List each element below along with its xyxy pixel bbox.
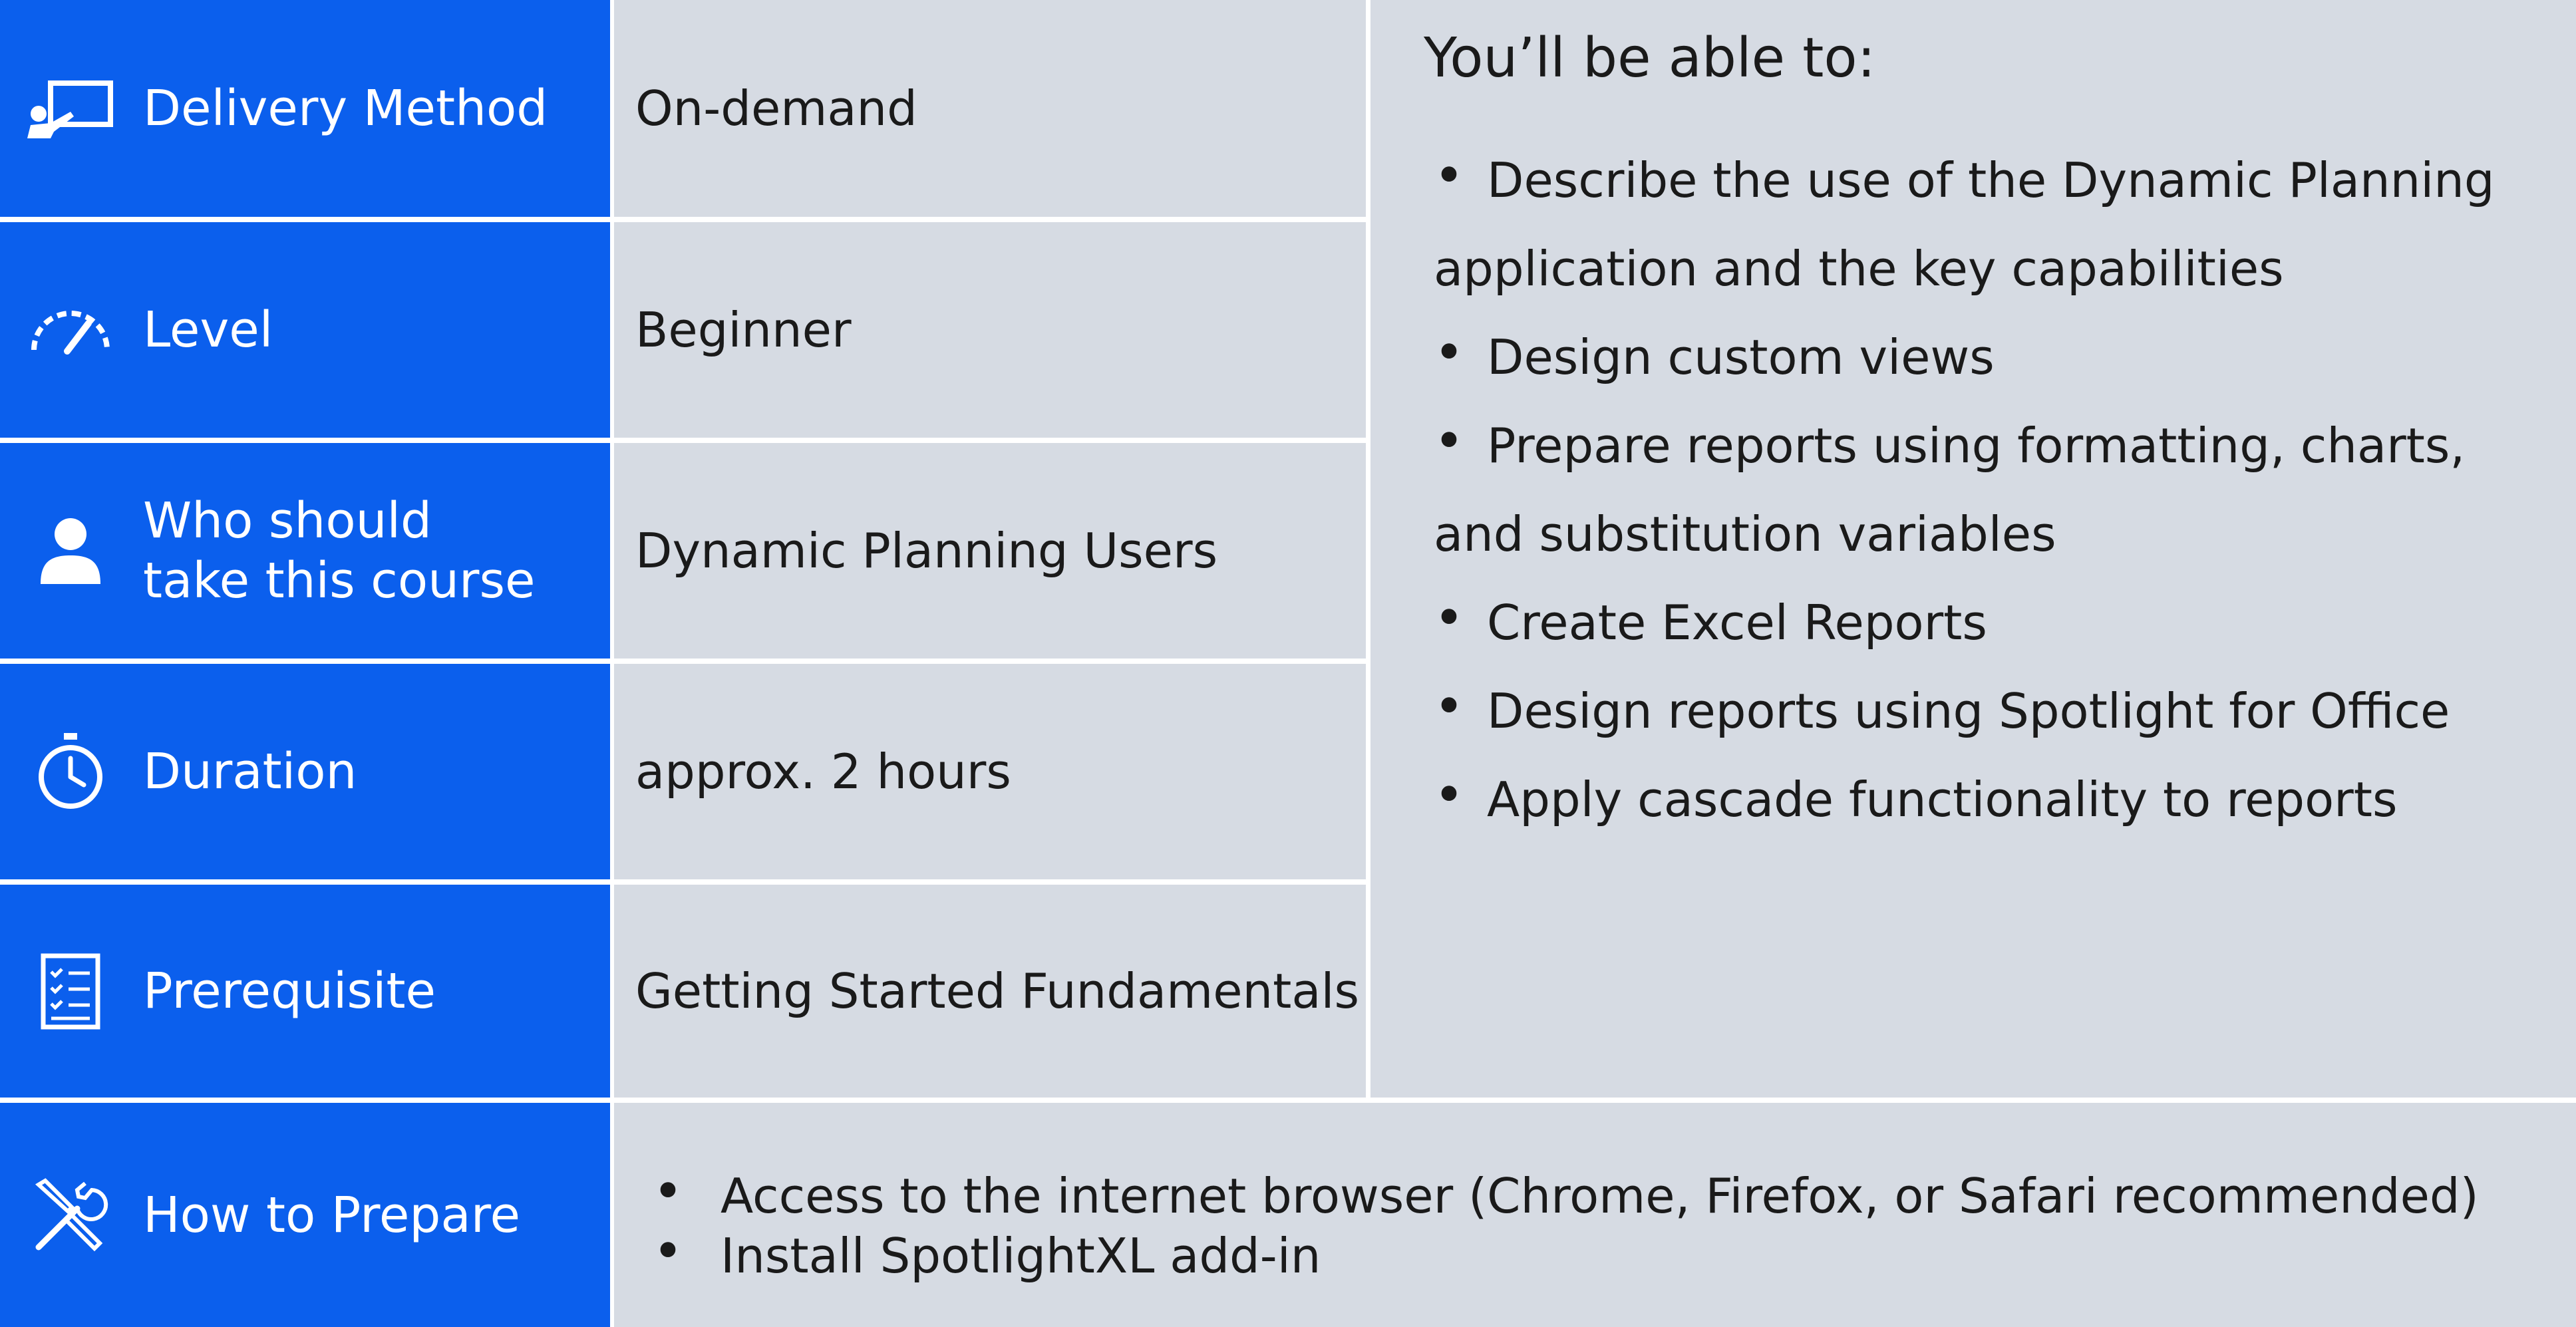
- value-prerequisite: Getting Started Fundamentals: [614, 885, 1366, 1098]
- label-level: [0, 222, 610, 438]
- value-level: Beginner: [614, 222, 1366, 438]
- label-delivery-method: [0, 0, 610, 217]
- label-text: Prerequisite: [143, 962, 436, 1020]
- list-item: • Access to the internet browser (Chrome, Firefox, or Safari recommended): [634, 1166, 2479, 1226]
- value-delivery-method: On-demand: [614, 0, 1366, 217]
- label-how-to-prepare: [0, 1103, 610, 1327]
- presentation-icon: [24, 62, 117, 155]
- list-item: • Create Excel Reports: [1434, 579, 2565, 667]
- label-duration: [0, 664, 610, 879]
- prepare-panel: [614, 1103, 2576, 1327]
- stopwatch-icon: [24, 725, 117, 818]
- prepare-list: [634, 1166, 2479, 1286]
- label-text: How to Prepare: [143, 1186, 521, 1244]
- label-text: Delivery Method: [143, 80, 548, 137]
- outcomes-panel: [1370, 0, 2576, 1098]
- checklist-icon: [24, 945, 117, 1038]
- label-prerequisite: [0, 885, 610, 1098]
- label-audience: [0, 443, 610, 659]
- label-text: Level: [143, 301, 273, 359]
- label-text: Duration: [143, 743, 357, 800]
- list-item: • Prepare reports using formatting, charts, and substitution variables: [1434, 402, 2565, 579]
- gauge-icon: [24, 283, 117, 376]
- list-item: • Design reports using Spotlight for Office: [1434, 667, 2565, 756]
- value-audience: Dynamic Planning Users: [614, 443, 1366, 659]
- list-item: • Apply cascade functionality to reports: [1434, 756, 2565, 844]
- label-text: Who should take this course: [143, 492, 536, 609]
- list-item: • Install SpotlightXL add-in: [634, 1226, 2479, 1286]
- outcomes-title: You’ll be able to:: [1424, 27, 1876, 90]
- tools-icon: [24, 1169, 117, 1262]
- value-duration: approx. 2 hours: [614, 664, 1366, 879]
- person-icon: [24, 504, 117, 597]
- list-item: • Describe the use of the Dynamic Planning application and the key capabilities: [1434, 136, 2565, 313]
- outcomes-list: [1434, 136, 2565, 844]
- list-item: • Design custom views: [1434, 313, 2565, 402]
